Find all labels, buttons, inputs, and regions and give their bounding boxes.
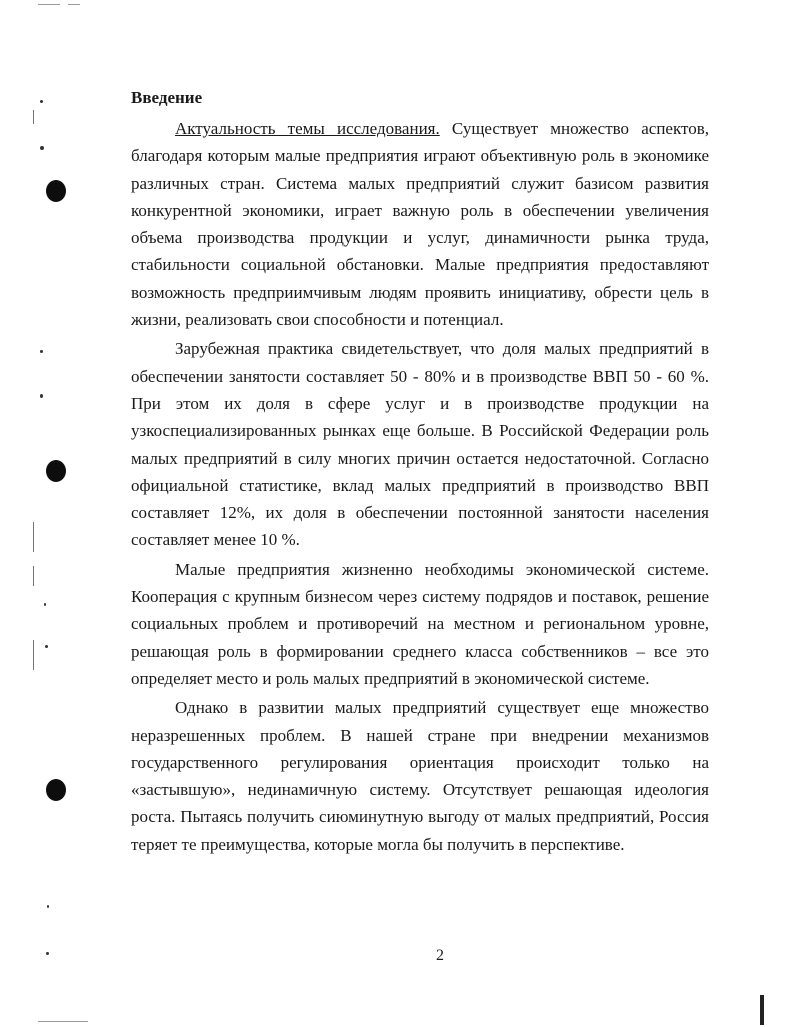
punch-hole-1: [46, 180, 66, 202]
paragraph-2: Зарубежная практика свидетельствует, что доля малых предприятий в обеспечении занятости составляет 50 - 80% и в производстве ВВП 50 - 60 %. При этом их доля в сфере услуг и в производстве продукции на узкоспециализированных рынках еще больше. В Российской Федерации роль малых предприятий в силу многих причин остается недостаточной. Согласно официальной статистике, вклад малых предприятий в производство ВВП составляет 12%, их доля в обеспечении постоянной занятости населения составляет менее 10 %.: [131, 339, 709, 550]
punch-hole-3: [46, 779, 66, 801]
page-number: 2: [436, 947, 444, 964]
punch-hole-2: [46, 460, 66, 482]
section-heading: Введение: [131, 88, 203, 107]
scan-edge-mark: [33, 522, 34, 552]
scan-speck: [40, 100, 43, 103]
scan-speck: [40, 146, 44, 150]
scan-speck: [47, 905, 49, 908]
paragraph-4: Однако в развитии малых предприятий существует еще множество неразрешенных проблем. В нашей стране при внедрении механизмов государственного регулирования ориентация происходит только на «застывшую», нединамичную систему. Отсутствует решающая идеология роста. Пытаясь получить сиюминутную выгоду от малых предприятий, Россия теряет те преимущества, которые могла бы получить в перспективе.: [131, 698, 709, 854]
scan-top-line-right: [68, 4, 80, 5]
scan-top-line-left: [38, 4, 60, 5]
document-body: [131, 84, 709, 858]
scan-speck: [46, 952, 49, 955]
scan-speck: [40, 350, 43, 353]
scan-edge-mark: [33, 640, 34, 670]
scan-edge-mark: [33, 566, 34, 586]
scan-speck: [44, 603, 46, 606]
paragraph-1: [131, 115, 709, 333]
paragraph-1-text: Существует множество аспектов, благодаря которым малые предприятия играют объективную роль в экономике различных стран. Система малых предприятий служит базисом развития конкурентной экономики, играет важную роль в обеспечении увеличения объема производства продукции и услуг, динамичности рынка труда, стабильности социальной обстановки. Малые предприятия предоставляют возможность предприимчивым людям проявить инициативу, обрести цель в жизни, реализовать свои способности и потенциал.: [131, 119, 709, 330]
underlined-lead: Актуальность темы исследования.: [175, 119, 440, 138]
scan-edge-mark: [33, 110, 34, 124]
scan-speck: [40, 394, 43, 398]
scan-bottom-line: [38, 1021, 88, 1022]
scan-speck: [45, 645, 48, 648]
scan-right-edge-mark: [760, 995, 764, 1025]
paragraph-3: Малые предприятия жизненно необходимы экономической системе. Кооперация с крупным бизнесом через систему подрядов и поставок, решение социальных проблем и противоречий на местном и региональном уровне, решающая роль в формировании среднего класса собственников – все это определяет место и роль малых предприятий в экономической системе.: [131, 559, 709, 688]
